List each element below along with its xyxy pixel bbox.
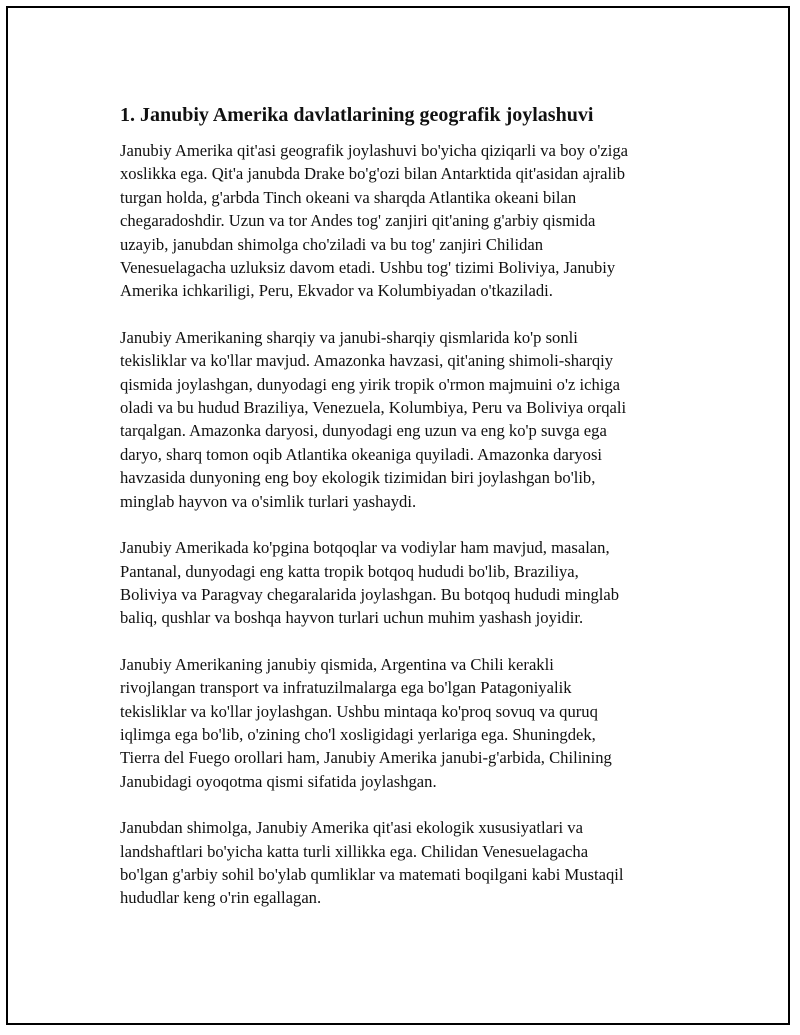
text-line: uzayib, janubdan shimolga cho'ziladi va bu tog' zanjiri Chilidan <box>120 234 544 254</box>
text-line: tekisliklar va ko'llar joylashgan. Ushbu mintaqa ko'proq sovuq va quruq <box>120 701 598 721</box>
text-line: Janubdan shimolga, Janubiy Amerika qit'asi ekologik xususiyatlari va <box>120 818 583 838</box>
text-line: daryo, sharq tomon oqib Atlantika okeaniga quyiladi. Amazonka daryosi <box>120 444 603 464</box>
text-line: Boliviya va Paragvay chegaralarida joylashgan. Bu botqoq hududi minglab <box>120 584 620 604</box>
text-line: xoslikka ega. Qit'a janubda Drake bo'g'ozi bilan Antarktida qit'asidan ajralib <box>120 164 626 184</box>
text-line: tekisliklar va ko'llar mavjud. Amazonka havzasi, qit'aning shimoli-sharqiy <box>120 351 614 371</box>
text-line: minglab hayvon va o'simlik turlari yashaydi. <box>120 491 417 511</box>
text-line: Janubidagi oyoqotma qismi sifatida joylashgan. <box>120 771 437 791</box>
text-line: Janubiy Amerikada ko'pgina botqoqlar va vodiylar ham mavjud, masalan, <box>120 538 610 558</box>
paragraph <box>120 536 692 630</box>
paragraph <box>120 816 692 910</box>
text-line: Janubiy Amerikaning sharqiy va janubi-sharqiy qismlarida ko'p sonli <box>120 327 578 347</box>
text-line: Tierra del Fuego orollari ham, Janubiy Amerika janubi-g'arbida, Chilining <box>120 748 612 768</box>
paragraph <box>120 326 692 513</box>
text-line: iqlimga ega bo'lib, o'zining cho'l xosligidagi yerlariga ega. Shuningdek, <box>120 724 596 744</box>
text-line: landshaftlari bo'yicha katta turli xillikka ega. Chilidan Venesuelagacha <box>120 841 589 861</box>
text-line: bo'lgan g'arbiy sohil bo'ylab qumliklar va matemati boqilgani kabi Mustaqil <box>120 864 624 884</box>
text-line: Venesuelagacha uzluksiz davom etadi. Ushbu tog' tizimi Boliviya, Janubiy <box>120 258 616 278</box>
text-line: oladi va bu hudud Braziliya, Venezuela, Kolumbiya, Peru va Boliviya orqali <box>120 398 627 418</box>
document-body <box>120 102 692 933</box>
text-line: Pantanal, dunyodagi eng katta tropik botqoq hududi bo'lib, Braziliya, <box>120 561 579 581</box>
text-line: chegaradoshdir. Uzun va tor Andes tog' zanjiri qit'aning g'arbiy qismida <box>120 211 596 231</box>
paragraph-list <box>120 139 692 910</box>
text-line: hududlar keng o'rin egallagan. <box>120 888 322 908</box>
text-line: qismida joylashgan, dunyodagi eng yirik tropik o'rmon majmuini o'z ichiga <box>120 374 621 394</box>
text-line: rivojlangan transport va infratuzilmalarga ega bo'lgan Patagoniyalik <box>120 678 572 698</box>
paragraph <box>120 653 692 793</box>
text-line: havzasida dunyoning eng boy ekologik tizimidan biri joylashgan bo'lib, <box>120 468 596 488</box>
text-line: baliq, qushlar va boshqa hayvon turlari uchun muhim yashash joyidir. <box>120 608 584 628</box>
page-frame <box>6 6 790 1025</box>
text-line: tarqalgan. Amazonka daryosi, dunyodagi eng uzun va eng ko'p suvga ega <box>120 421 607 441</box>
text-line: Janubiy Amerikaning janubiy qismida, Argentina va Chili kerakli <box>120 654 554 674</box>
text-line: Janubiy Amerika qit'asi geografik joylashuvi bo'yicha qiziqarli va boy o'ziga <box>120 141 629 160</box>
paragraph <box>120 139 692 303</box>
text-line: turgan holda, g'arbda Tinch okeani va sharqda Atlantika okeani bilan <box>120 187 577 207</box>
text-line: Amerika ichkariligi, Peru, Ekvador va Kolumbiyadan o'tkaziladi. <box>120 281 553 301</box>
document-title: 1. Janubiy Amerika davlatlarining geografik joylashuvi <box>120 104 594 126</box>
